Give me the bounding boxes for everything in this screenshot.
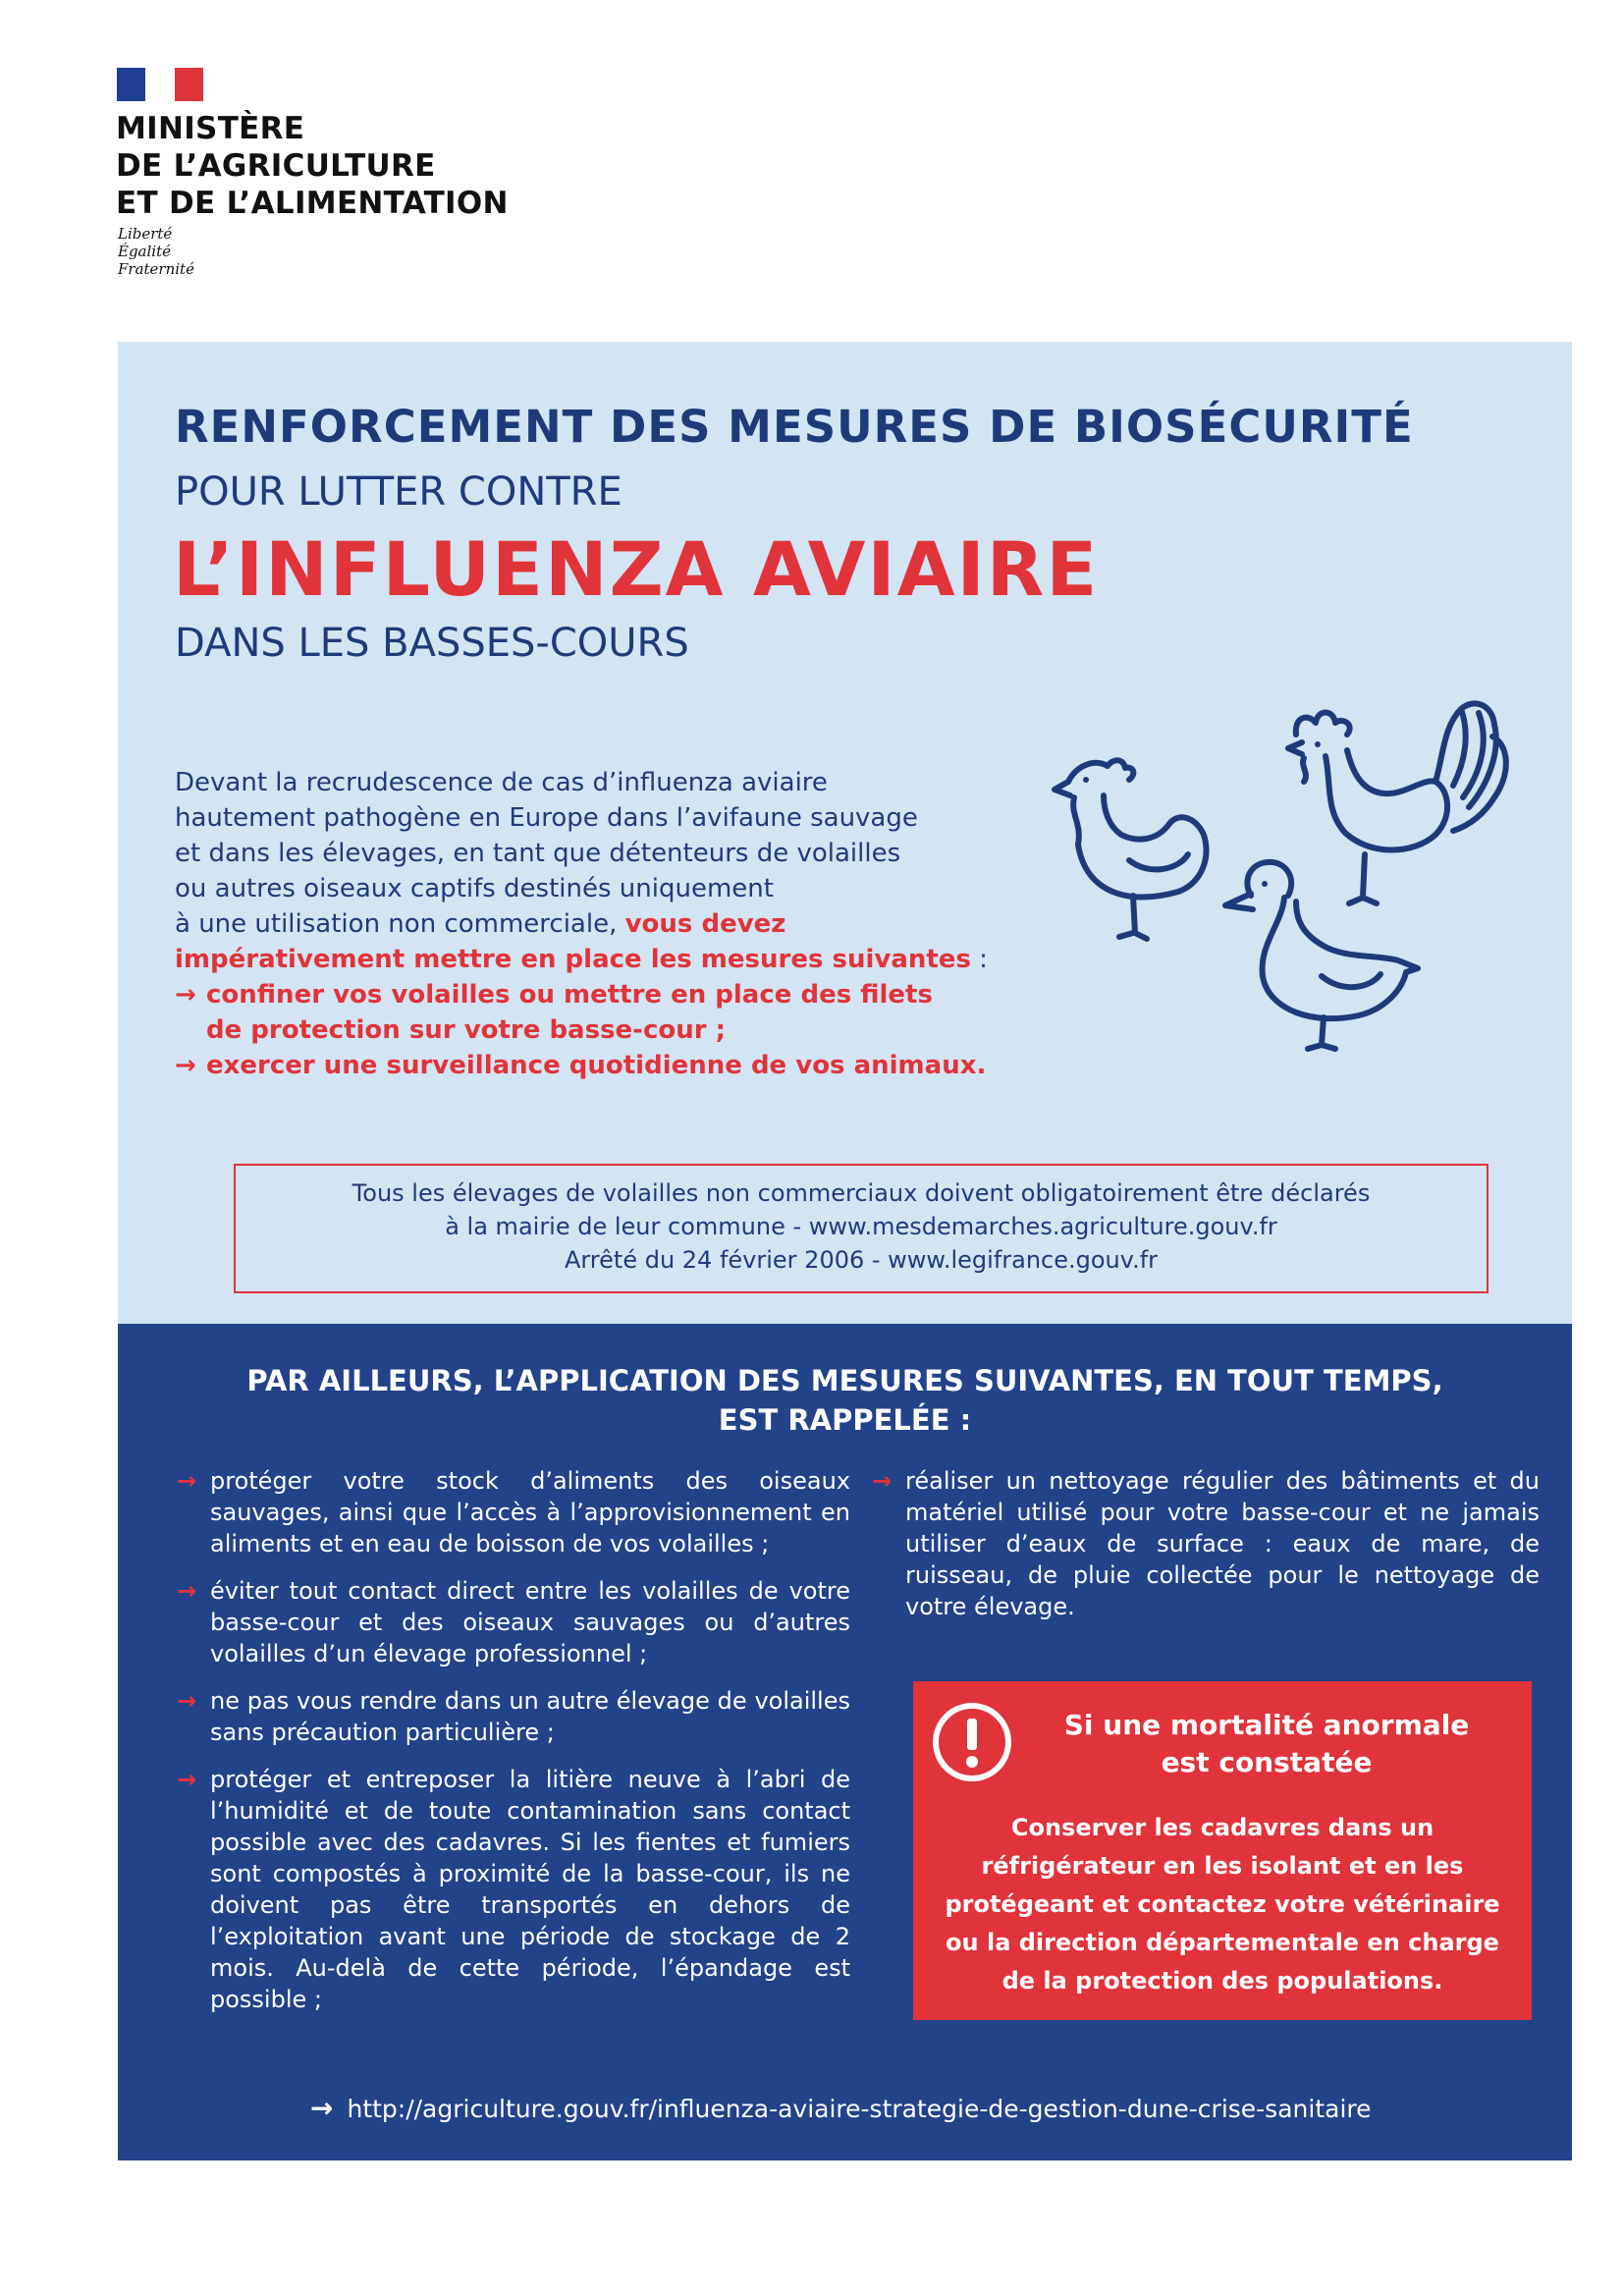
notice-line: Tous les élevages de volailles non commerciaux doivent obligatoirement être déclarés bbox=[352, 1179, 1371, 1207]
intro-emphasis: vous devez bbox=[624, 909, 786, 939]
info-link[interactable] bbox=[310, 2092, 1372, 2124]
info-link-url[interactable]: http://agriculture.gouv.fr/influenza-aviaire-strategie-de-gestion-dune-crise-sanitaire bbox=[347, 2095, 1372, 2123]
hero-title-line2: POUR LUTTER CONTRE bbox=[175, 469, 622, 515]
list-item-text: ne pas vous rendre dans un autre élevage de volailles sans précaution particulière ; bbox=[210, 1687, 850, 1746]
exclamation-circle-icon bbox=[931, 1701, 1013, 1783]
reminder-title bbox=[118, 1361, 1572, 1440]
ministry-line: MINISTÈRE bbox=[116, 111, 305, 146]
list-item bbox=[177, 1764, 850, 2015]
arrow-icon: → bbox=[872, 1467, 893, 1495]
arrow-icon: → bbox=[177, 1467, 197, 1495]
hero-title-main: L’INFLUENZA AVIAIRE bbox=[173, 525, 1100, 613]
arrow-icon: → bbox=[177, 1766, 197, 1793]
motto-line: Liberté bbox=[118, 225, 173, 243]
required-measure bbox=[175, 977, 1039, 1012]
ministry-name bbox=[116, 110, 509, 222]
list-item-text: réaliser un nettoyage régulier des bâtiments et du matériel utilisé pour votre basse-cour et ne jamais utiliser d’eaux de surface : eaux de mare, de ruisseau, de pluie collectée pour le nettoyage de votre élevage. bbox=[905, 1467, 1540, 1620]
notice-line: Arrêté du 24 février 2006 - www.legifrance.gouv.fr bbox=[564, 1246, 1159, 1274]
registration-notice bbox=[234, 1164, 1488, 1293]
reminder-title-line: PAR AILLEURS, L’APPLICATION DES MESURES SUIVANTES, EN TOUT TEMPS, bbox=[246, 1364, 1443, 1397]
duck-icon bbox=[1225, 862, 1418, 1049]
ministry-line: ET DE L’ALIMENTATION bbox=[116, 186, 509, 221]
hero-title-line1: RENFORCEMENT DES MESURES DE BIOSÉCURITÉ bbox=[175, 401, 1414, 453]
intro-line: Devant la recrudescence de cas d’influenza aviaire bbox=[175, 768, 828, 797]
alert-title-line: Si une mortalité anormale bbox=[1063, 1709, 1470, 1741]
list-item bbox=[177, 1465, 850, 1559]
required-measure-continued: de protection sur votre basse-cour ; bbox=[206, 1015, 727, 1045]
arrow-icon: → bbox=[175, 980, 196, 1010]
intro-text: à une utilisation non commerciale, bbox=[175, 909, 625, 939]
arrow-icon: → bbox=[175, 1051, 196, 1080]
notice-line: à la mairie de leur commune - www.mesdemarches.agriculture.gouv.fr bbox=[445, 1213, 1277, 1240]
poultry-illustration bbox=[1031, 687, 1542, 1061]
alert-title bbox=[1021, 1707, 1512, 1781]
republic-motto bbox=[118, 225, 194, 278]
list-item bbox=[177, 1575, 850, 1669]
arrow-icon: → bbox=[177, 1687, 197, 1715]
list-item-text: protéger votre stock d’aliments des oiseaux sauvages, ainsi que l’accès à l’approvisionnement en aliments et en eau de boisson de vos volailles ; bbox=[210, 1467, 850, 1558]
mortality-alert-box bbox=[913, 1681, 1532, 2020]
intro-line bbox=[175, 942, 1039, 977]
list-item-text: protéger et entreposer la litière neuve à l’abri de l’humidité et de toute contamination sans contact possible avec des cadavres. Si les fientes et fumiers sont compostés à proximité de la basse-cour, ils ne doivent pas être transportés en dehors de l’exploitation avant une période de stockage de 2 mois. Au-delà de cette période, l’épandage est possible ; bbox=[210, 1766, 850, 2013]
measures-right-column bbox=[872, 1465, 1540, 1638]
measures-left-column bbox=[177, 1465, 850, 2031]
reminder-title-line: EST RAPPELÉE : bbox=[718, 1403, 972, 1437]
list-item bbox=[872, 1465, 1540, 1622]
required-measure bbox=[175, 1048, 1039, 1083]
ministry-line: DE L’AGRICULTURE bbox=[116, 148, 436, 184]
arrow-icon: → bbox=[310, 2092, 334, 2124]
list-item bbox=[177, 1685, 850, 1748]
motto-line: Fraternité bbox=[118, 260, 194, 278]
intro-line: ou autres oiseaux captifs destinés uniquement bbox=[175, 874, 774, 903]
measure-text: exercer une surveillance quotidienne de vos animaux. bbox=[206, 1051, 987, 1080]
intro-line bbox=[175, 906, 1039, 942]
arrow-icon: → bbox=[177, 1577, 197, 1605]
intro-text: : bbox=[970, 945, 988, 974]
hero-title-line4: DANS LES BASSES-COURS bbox=[175, 621, 689, 666]
intro-line: hautement pathogène en Europe dans l’avifaune sauvage bbox=[175, 803, 918, 833]
marianne-flag-logo bbox=[117, 68, 203, 101]
intro-paragraph bbox=[175, 765, 1039, 1083]
rooster-icon bbox=[1288, 703, 1506, 903]
measure-text: confiner vos volailles ou mettre en place des filets bbox=[206, 980, 933, 1010]
alert-title-line: est constatée bbox=[1161, 1746, 1373, 1778]
intro-emphasis: impérativement mettre en place les mesures suivantes bbox=[175, 945, 971, 974]
hen-icon bbox=[1055, 760, 1206, 939]
motto-line: Égalité bbox=[118, 243, 171, 260]
intro-line: et dans les élevages, en tant que détenteurs de volailles bbox=[175, 839, 901, 868]
list-item-text: éviter tout contact direct entre les volailles de votre basse-cour et des oiseaux sauvages ou d’autres volailles d’un élevage professionnel ; bbox=[210, 1577, 850, 1667]
alert-text: Conserver les cadavres dans un réfrigérateur en les isolant et en les protégeant et contactez votre vétérinaire ou la direction départementale en charge de la protection des populations. bbox=[945, 1814, 1500, 1995]
